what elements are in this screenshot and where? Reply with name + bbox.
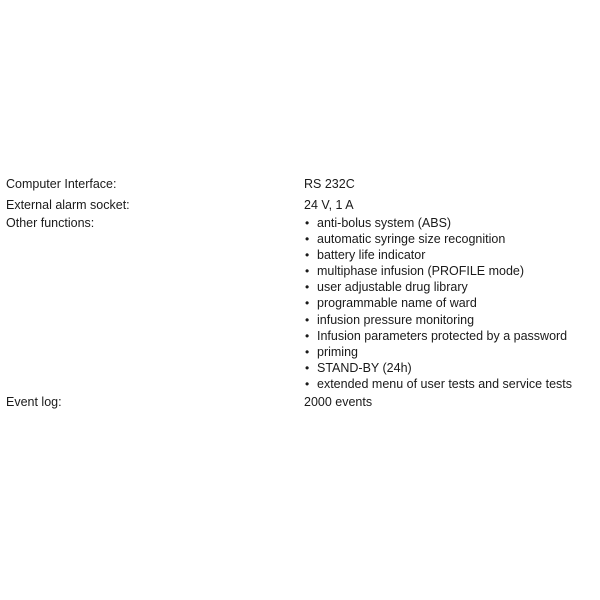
bullet-icon: •: [305, 360, 310, 375]
spec-row-computer-interface: [6, 175, 598, 196]
function-text: extended menu of user tests and service tests: [317, 376, 572, 391]
list-item: [304, 328, 598, 344]
bullet-icon: •: [305, 248, 310, 263]
spec-label: Computer Interface:: [6, 177, 117, 191]
function-text: STAND-BY (24h): [317, 360, 412, 375]
list-item: [304, 344, 598, 360]
spec-row-other-functions: [6, 214, 598, 393]
bullet-icon: •: [305, 264, 310, 279]
spec-value: 24 V, 1 A: [304, 198, 354, 212]
function-text: automatic syringe size recognition: [317, 232, 506, 247]
list-item: [304, 360, 598, 376]
spec-table: [6, 175, 598, 410]
function-text: infusion pressure monitoring: [317, 312, 475, 327]
function-text: user adjustable drug library: [317, 280, 468, 295]
function-text: anti-bolus system (ABS): [317, 216, 452, 230]
bullet-icon: •: [305, 280, 310, 295]
list-item: [304, 263, 598, 279]
spec-value: 2000 events: [304, 395, 373, 409]
function-text: priming: [317, 344, 358, 359]
bullet-icon: •: [305, 312, 310, 327]
spec-row-external-alarm: [6, 196, 598, 214]
bullet-icon: •: [305, 376, 310, 391]
spec-row-event-log: [6, 393, 598, 410]
functions-list: [304, 215, 598, 392]
list-item: [304, 215, 598, 231]
bullet-icon: •: [305, 232, 310, 247]
function-text: programmable name of ward: [317, 296, 477, 311]
function-text: battery life indicator: [317, 248, 426, 263]
bullet-icon: •: [305, 216, 310, 230]
function-text: Infusion parameters protected by a password: [317, 328, 568, 343]
spec-label: Event log:: [6, 395, 62, 409]
list-item: [304, 231, 598, 247]
bullet-icon: •: [305, 328, 310, 343]
list-item: [304, 295, 598, 311]
list-item: [304, 312, 598, 328]
spec-label: Other functions:: [6, 216, 95, 230]
list-item: [304, 247, 598, 263]
list-item: [304, 279, 598, 295]
bullet-icon: •: [305, 296, 310, 311]
function-text: multiphase infusion (PROFILE mode): [317, 264, 525, 279]
spec-label: External alarm socket:: [6, 198, 130, 212]
list-item: [304, 376, 598, 392]
bullet-icon: •: [305, 344, 310, 359]
spec-value: [304, 214, 598, 392]
spec-value: RS 232C: [304, 177, 355, 191]
